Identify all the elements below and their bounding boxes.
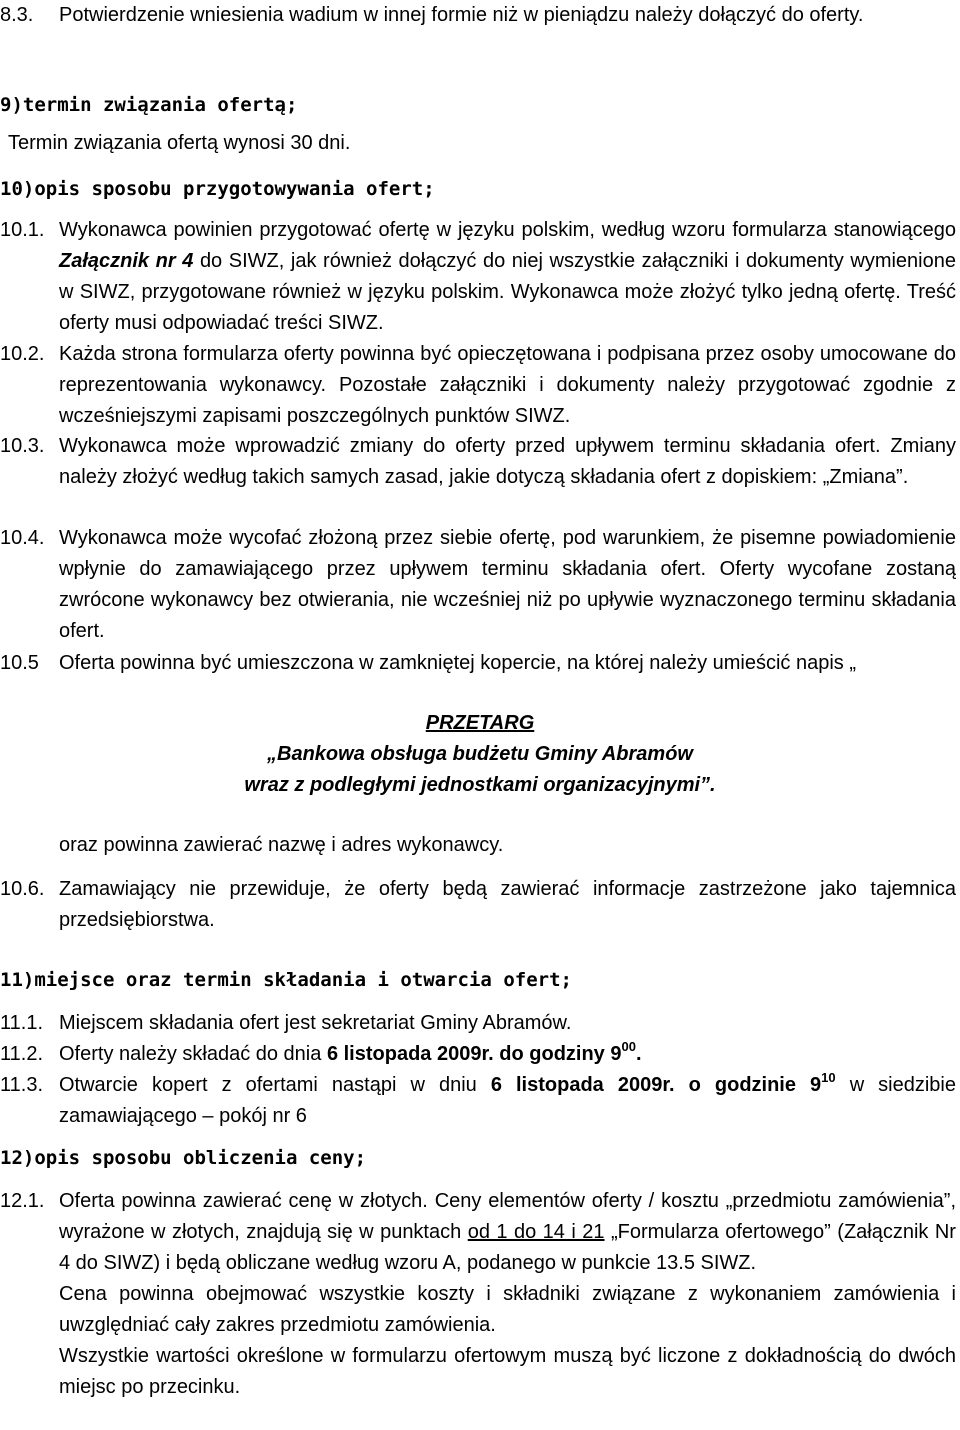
paragraph-text: Zamawiający nie przewiduje, że oferty będą zawierać informacje zastrzeżone jako tajemnica przedsiębiorstwa. [59,878,956,931]
paragraph-9: Termin związania ofertą wynosi 30 dni. [8,132,351,154]
section-11-1 [0,1008,956,1039]
opening-minutes: 10 [821,1070,836,1085]
heading-11: 11)miejsce oraz termin składania i otwarcia ofert; [0,969,572,991]
envelope-title: PRZETARG [425,712,535,734]
heading-12: 12)opis sposobu obliczenia ceny; [0,1147,367,1169]
section-8-3 [0,0,956,31]
deadline-minutes: 00 [621,1039,636,1054]
heading-10: 10)opis sposobu przygotowywania ofert; [0,178,435,200]
item-number: 10.3. [0,435,45,457]
section-11-2 [0,1039,956,1070]
paragraph-text: Cena powinna obejmować wszystkie koszty i składniki związane z wykonaniem zamówienia i uwzględniać cały zakres przedmiotu zamówienia. [59,1283,956,1336]
item-number: 10.6. [0,878,45,900]
section-10-3 [0,431,956,493]
heading-9: 9)termin związania ofertą; [0,94,298,116]
item-number: 10.2. [0,343,45,365]
item-number: 11.2. [0,1043,43,1065]
section-10-6 [0,874,956,936]
item-number: 11.1. [0,1012,43,1034]
paragraph-text: Miejscem składania ofert jest sekretariat Gminy Abramów. [59,1012,572,1034]
item-number: 10.4. [0,527,45,549]
paragraph-text: Oferta powinna zawierać cenę w złotych. Ceny elementów oferty / kosztu „przedmiotu zamówienia”, wyrażone w złotych, znajdują się w punktach [59,1190,956,1243]
envelope-subject-continued: wraz z podległymi jednostkami organizacyjnymi”. [244,774,716,796]
paragraph-text: Oferta powinna być umieszczona w zamkniętej kopercie, na której należy umieścić napis „ [59,652,857,674]
paragraph-text: Oferty należy składać do dnia [59,1043,322,1065]
paragraph-text: Otwarcie kopert z ofertami nastąpi w dniu [59,1074,477,1096]
opening-hour: o godzinie 9 [688,1074,822,1096]
section-12-1 [0,1186,956,1403]
section-10-4 [0,523,956,647]
envelope-note: oraz powinna zawierać nazwę i adres wykonawcy. [59,834,504,856]
item-number: 11.3. [0,1074,43,1096]
paragraph-text: Każda strona formularza oferty powinna być opieczętowana i podpisana przez osoby umocowane do reprezentowania wykonawcy. Pozostałe załączniki i dokumenty należy przygotować zgodnie z wcześniejszymi zapisami poszczególnych punktów SIWZ. [59,343,956,427]
form-points-reference: od 1 do 14 i 21 [467,1221,605,1243]
section-10-1 [0,215,956,339]
paragraph-text: Wykonawca może wprowadzić zmiany do oferty przed upływem terminu składania ofert. Zmiany należy złożyć według takich samych zasad, jakie dotyczą składania ofert z dopiskiem: „Zmiana”. [59,435,956,488]
item-number: 12.1. [0,1190,45,1212]
paragraph-text: Wszystkie wartości określone w formularzu ofertowym muszą być liczone z dokładnością do dwóch miejsc po przecinku. [59,1345,956,1398]
deadline-hour: do godziny 9 [499,1043,622,1065]
paragraph-text: do SIWZ, jak również dołączyć do niej wszystkie załączniki i dokumenty wymienione w SIWZ, przygotowane również w języku polskim. Wykonawca może złożyć tylko jedną ofertę. Treść oferty musi odpowiadać treści SIWZ. [59,250,956,334]
paragraph-text: Wykonawca powinien przygotować ofertę w języku polskim, według wzoru formularza stanowiącego [59,219,956,241]
section-11-3 [0,1070,956,1132]
envelope-subject: „Bankowa obsługa budżetu Gminy Abramów [267,743,693,765]
section-10-2 [0,339,956,432]
deadline-date: 6 listopada 2009r. [326,1043,494,1065]
paragraph-text: „Formularza ofertowego” (Załącznik Nr 4 do SIWZ) i będą obliczane według wzoru A, podanego w punkcie 13.5 SIWZ. [59,1221,956,1274]
deadline-end: . [635,1043,642,1065]
attachment-reference: Załącznik nr 4 [59,250,194,272]
item-number: 10.5 [0,652,39,674]
opening-date: 6 listopada 2009r. [490,1074,675,1096]
section-10-5 [0,648,956,679]
paragraph-text: Wykonawca może wycofać złożoną przez siebie ofertę, pod warunkiem, że pisemne powiadomienie wpłynie do zamawiającego przez upływem terminu składania ofert. Oferty wycofane zostaną zwrócone wykonawcy bez otwierania, nie wcześniej niż po upływie wyznaczonego terminu składania ofert. [59,527,956,642]
item-number: 10.1. [0,219,45,241]
paragraph-text: Potwierdzenie wniesienia wadium w innej formie niż w pieniądzu należy dołączyć do oferty. [59,4,864,26]
paragraph-text: w siedzibie zamawiającego – pokój nr 6 [59,1074,956,1127]
item-number: 8.3. [0,4,34,26]
